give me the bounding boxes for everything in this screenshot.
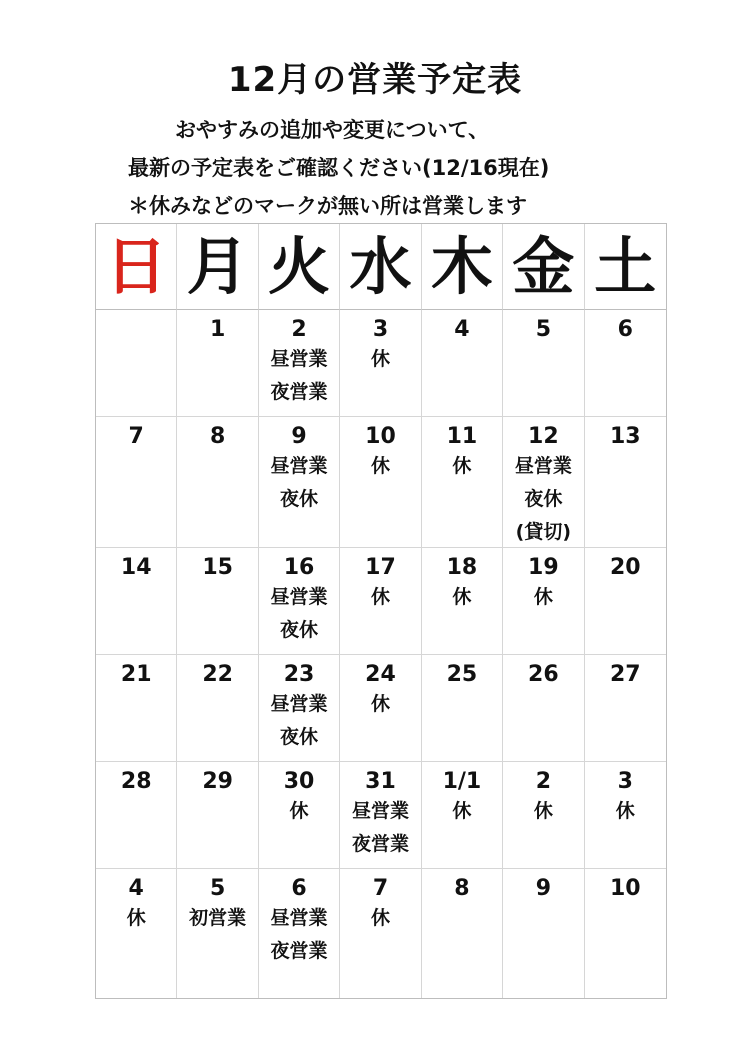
calendar-day-cell — [177, 310, 258, 417]
day-number: 10 — [365, 424, 396, 449]
calendar-day-cell — [259, 310, 340, 417]
calendar-day-cell — [259, 869, 340, 998]
calendar-day-cell — [585, 762, 666, 869]
day-number: 14 — [120, 555, 152, 580]
notice-line-3: ＊休みなどのマークが無い所は営業します — [128, 194, 527, 218]
day-number: 4 — [454, 317, 470, 342]
day-status: 昼営業 — [270, 348, 328, 370]
calendar-day-cell — [340, 310, 421, 417]
day-number: 9 — [535, 876, 551, 901]
day-number: 6 — [291, 876, 307, 901]
day-status: 休 — [126, 907, 146, 929]
day-number: 8 — [454, 876, 470, 901]
day-number: 9 — [291, 424, 307, 449]
calendar-day-cell — [340, 548, 421, 655]
calendar-day-cell — [177, 655, 258, 762]
day-number: 20 — [609, 555, 641, 580]
calendar-grid — [95, 223, 667, 999]
day-number: 16 — [283, 555, 315, 580]
calendar-day-cell — [503, 417, 584, 548]
day-status: 昼営業 — [270, 907, 328, 929]
notice-line-1: おやすみの追加や変更について、 — [175, 118, 490, 142]
weekday-header-sunday: 日 — [96, 224, 177, 310]
calendar-day-cell — [422, 310, 503, 417]
day-status: 昼営業 — [514, 455, 572, 477]
day-status: 休 — [370, 348, 390, 370]
calendar-day-cell — [422, 762, 503, 869]
calendar-day-cell — [503, 762, 584, 869]
day-number: 27 — [609, 662, 641, 687]
weekday-header-monday: 月 — [177, 224, 258, 310]
day-status: 夜休 — [280, 619, 319, 641]
day-number: 1/1 — [442, 769, 482, 794]
day-number: 1 — [209, 317, 226, 342]
day-number: 5 — [209, 876, 226, 901]
day-status: 夜休 — [280, 488, 319, 510]
weekday-header-saturday: 土 — [585, 224, 666, 310]
day-number: 3 — [617, 769, 633, 794]
day-number: 2 — [291, 317, 307, 342]
day-status: 休 — [452, 586, 472, 608]
weekday-header-thursday: 木 — [422, 224, 503, 310]
day-number: 24 — [365, 662, 396, 687]
calendar-day-cell — [585, 417, 666, 548]
day-number: 7 — [128, 424, 144, 449]
day-number: 6 — [617, 317, 633, 342]
day-status: 休 — [289, 800, 309, 822]
calendar-day-cell — [503, 310, 584, 417]
calendar-day-cell — [585, 310, 666, 417]
calendar-day-cell — [422, 655, 503, 762]
day-number: 25 — [446, 662, 478, 687]
calendar-day-cell — [259, 548, 340, 655]
day-number: 17 — [365, 555, 396, 580]
day-number: 7 — [372, 876, 389, 901]
calendar-day-cell — [503, 655, 584, 762]
day-number: 23 — [283, 662, 315, 687]
calendar-day-cell — [503, 548, 584, 655]
calendar-day-cell — [96, 417, 177, 548]
day-status: 休 — [370, 455, 390, 477]
day-status: 休 — [370, 693, 390, 715]
day-status: 休 — [615, 800, 635, 822]
day-number: 8 — [209, 424, 226, 449]
calendar-day-cell — [96, 310, 177, 417]
calendar-day-cell — [96, 762, 177, 869]
day-status: 夜営業 — [351, 833, 409, 855]
calendar-day-cell — [585, 655, 666, 762]
calendar-day-cell — [585, 869, 666, 998]
calendar-day-cell — [177, 417, 258, 548]
day-number: 12 — [528, 424, 559, 449]
calendar-day-cell — [177, 762, 258, 869]
day-number: 15 — [202, 555, 233, 580]
calendar-day-cell — [96, 548, 177, 655]
day-number: 30 — [283, 769, 315, 794]
day-number: 18 — [446, 555, 478, 580]
day-status: 初営業 — [189, 907, 247, 929]
day-status: 夜営業 — [270, 940, 328, 962]
day-number: 28 — [120, 769, 152, 794]
calendar-day-cell — [340, 417, 421, 548]
day-status: 休 — [533, 800, 553, 822]
day-status: 夜休 — [280, 726, 319, 748]
calendar-day-cell — [503, 869, 584, 998]
day-status: 休 — [452, 800, 472, 822]
day-number: 26 — [528, 662, 559, 687]
day-status: 昼営業 — [270, 455, 328, 477]
weekday-header-wednesday: 水 — [340, 224, 421, 310]
calendar-day-cell — [259, 417, 340, 548]
day-number: 4 — [128, 876, 144, 901]
day-number: 11 — [446, 424, 478, 449]
day-number: 31 — [365, 769, 396, 794]
day-status: (貸切) — [515, 521, 572, 543]
calendar-day-cell — [177, 869, 258, 998]
weekday-header-friday: 金 — [503, 224, 584, 310]
calendar-day-cell — [259, 762, 340, 869]
calendar-day-cell — [96, 655, 177, 762]
day-status: 昼営業 — [270, 693, 328, 715]
calendar-day-cell — [340, 869, 421, 998]
day-status: 夜営業 — [270, 381, 328, 403]
calendar-day-cell — [422, 417, 503, 548]
day-number: 10 — [609, 876, 641, 901]
calendar-day-cell — [422, 548, 503, 655]
page-title: 12月の営業予定表 — [227, 60, 523, 100]
day-number: 29 — [202, 769, 233, 794]
day-number: 22 — [202, 662, 233, 687]
calendar-day-cell — [177, 548, 258, 655]
day-status: 休 — [370, 907, 390, 929]
notice-line-2: 最新の予定表をご確認ください(12/16現在) — [128, 156, 550, 180]
day-status: 夜休 — [524, 488, 563, 510]
calendar-day-cell — [422, 869, 503, 998]
calendar-day-cell — [585, 548, 666, 655]
day-number: 21 — [120, 662, 152, 687]
calendar-day-cell — [259, 655, 340, 762]
day-number: 5 — [535, 317, 551, 342]
day-number: 2 — [535, 769, 551, 794]
day-status: 休 — [370, 586, 390, 608]
day-number: 3 — [372, 317, 389, 342]
calendar-day-cell — [340, 655, 421, 762]
day-number: 13 — [609, 424, 641, 449]
day-status: 休 — [533, 586, 553, 608]
day-status: 休 — [452, 455, 472, 477]
day-status: 昼営業 — [270, 586, 328, 608]
calendar-day-cell — [340, 762, 421, 869]
day-status: 昼営業 — [351, 800, 409, 822]
calendar-day-cell — [96, 869, 177, 998]
weekday-header-tuesday: 火 — [259, 224, 340, 310]
day-number: 19 — [528, 555, 559, 580]
